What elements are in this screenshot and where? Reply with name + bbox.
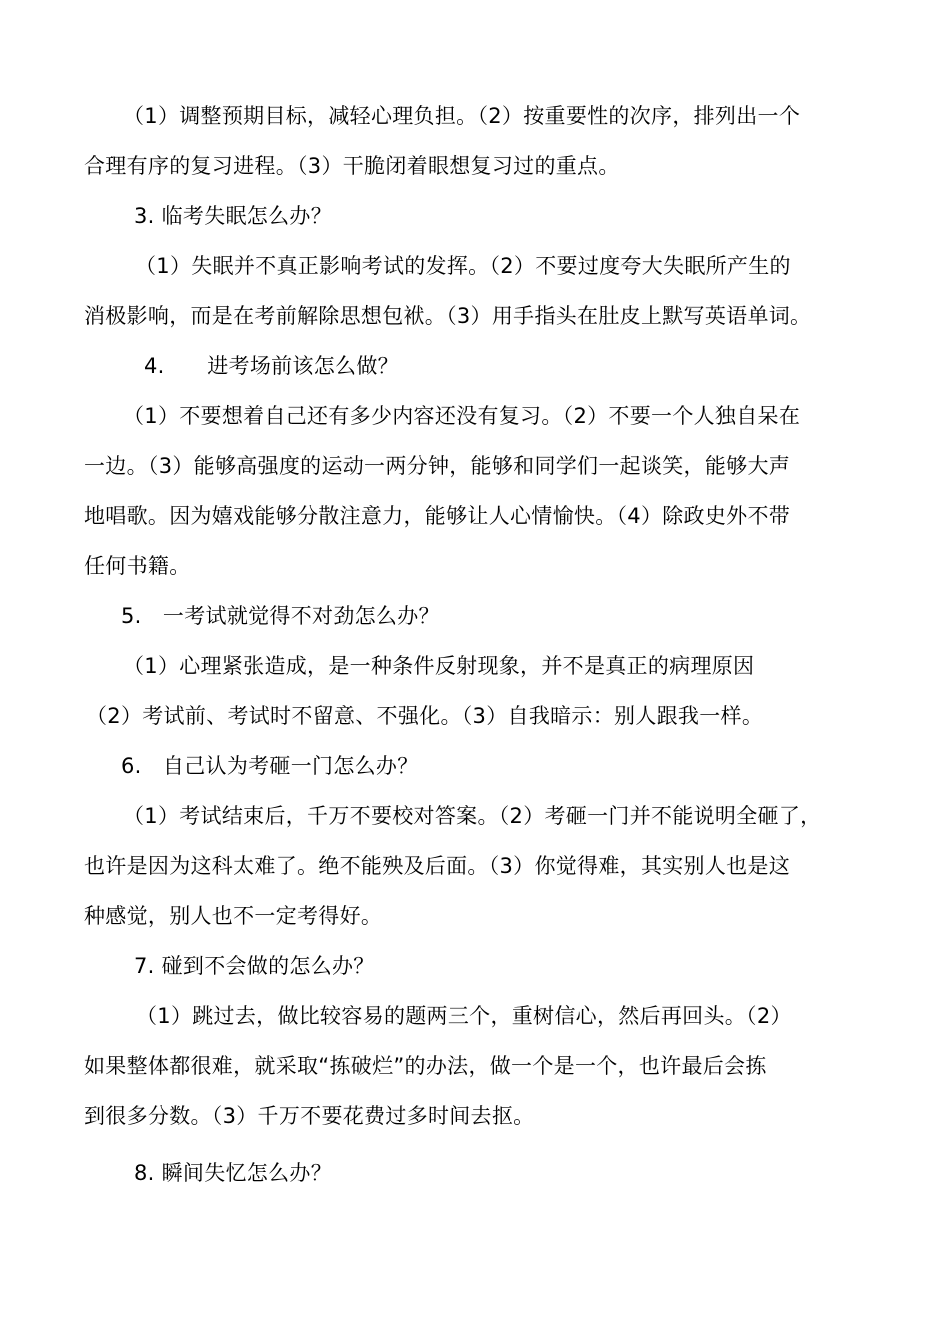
paragraph-4-line-1: （1）不要想着自己还有多少内容还没有复习。（2）不要一个人独自呆在 bbox=[123, 404, 801, 428]
paragraph-7-line-2: 如果整体都很难，就采取“拣破烂”的办法，做一个是一个，也许最后会拣 bbox=[84, 1054, 767, 1078]
paragraph-4-line-2: 一边。（3）能够高强度的运动一两分钟，能够和同学们一起谈笑，能够大声 bbox=[84, 454, 791, 478]
heading-4: 4. 进考场前该怎么做？ bbox=[144, 354, 399, 378]
paragraph-7-line-3: 到很多分数。（3）千万不要花费过多时间去抠。 bbox=[84, 1104, 535, 1128]
heading-5: 5. 一考试就觉得不对劲怎么办？ bbox=[121, 604, 440, 628]
paragraph-3-line-1: （1）失眠并不真正影响考试的发挥。（2）不要过度夸大失眠所产生的 bbox=[135, 254, 791, 278]
paragraph-1-line-1: （1）调整预期目标，减轻心理负担。（2）按重要性的次序，排列出一个 bbox=[123, 104, 801, 128]
paragraph-1-line-2: 合理有序的复习进程。（3）干脆闭着眼想复习过的重点。 bbox=[84, 154, 620, 178]
heading-3: 3. 临考失眠怎么办？ bbox=[134, 204, 333, 228]
heading-8: 8. 瞬间失忆怎么办？ bbox=[134, 1161, 333, 1185]
paragraph-5-line-1: （1）心理紧张造成，是一种条件反射现象，并不是真正的病理原因 bbox=[123, 654, 755, 678]
paragraph-4-line-4: 任何书籍。 bbox=[84, 554, 191, 578]
heading-6: 6. 自己认为考砸一门怎么办？ bbox=[121, 754, 419, 778]
heading-7: 7. 碰到不会做的怎么办？ bbox=[134, 954, 375, 978]
paragraph-5-line-2: （2）考试前、考试时不留意、不强化。（3）自我暗示：别人跟我一样。 bbox=[86, 704, 764, 728]
paragraph-6-line-1: （1）考试结束后，千万不要校对答案。（2）考砸一门并不能说明全砸了， bbox=[123, 804, 822, 828]
paragraph-4-line-3: 地唱歌。因为嬉戏能够分散注意力，能够让人心情愉快。（4）除政史外不带 bbox=[84, 504, 791, 528]
paragraph-7-line-1: （1）跳过去，做比较容易的题两三个，重树信心，然后再回头。（2） bbox=[136, 1004, 792, 1028]
paragraph-3-line-2: 消极影响，而是在考前解除思想包袱。（3）用手指头在肚皮上默写英语单词。 bbox=[84, 304, 812, 328]
paragraph-6-line-2: 也许是因为这科太难了。绝不能殃及后面。（3）你觉得难，其实别人也是这 bbox=[84, 854, 791, 878]
paragraph-6-line-3: 种感觉，别人也不一定考得好。 bbox=[84, 904, 383, 928]
